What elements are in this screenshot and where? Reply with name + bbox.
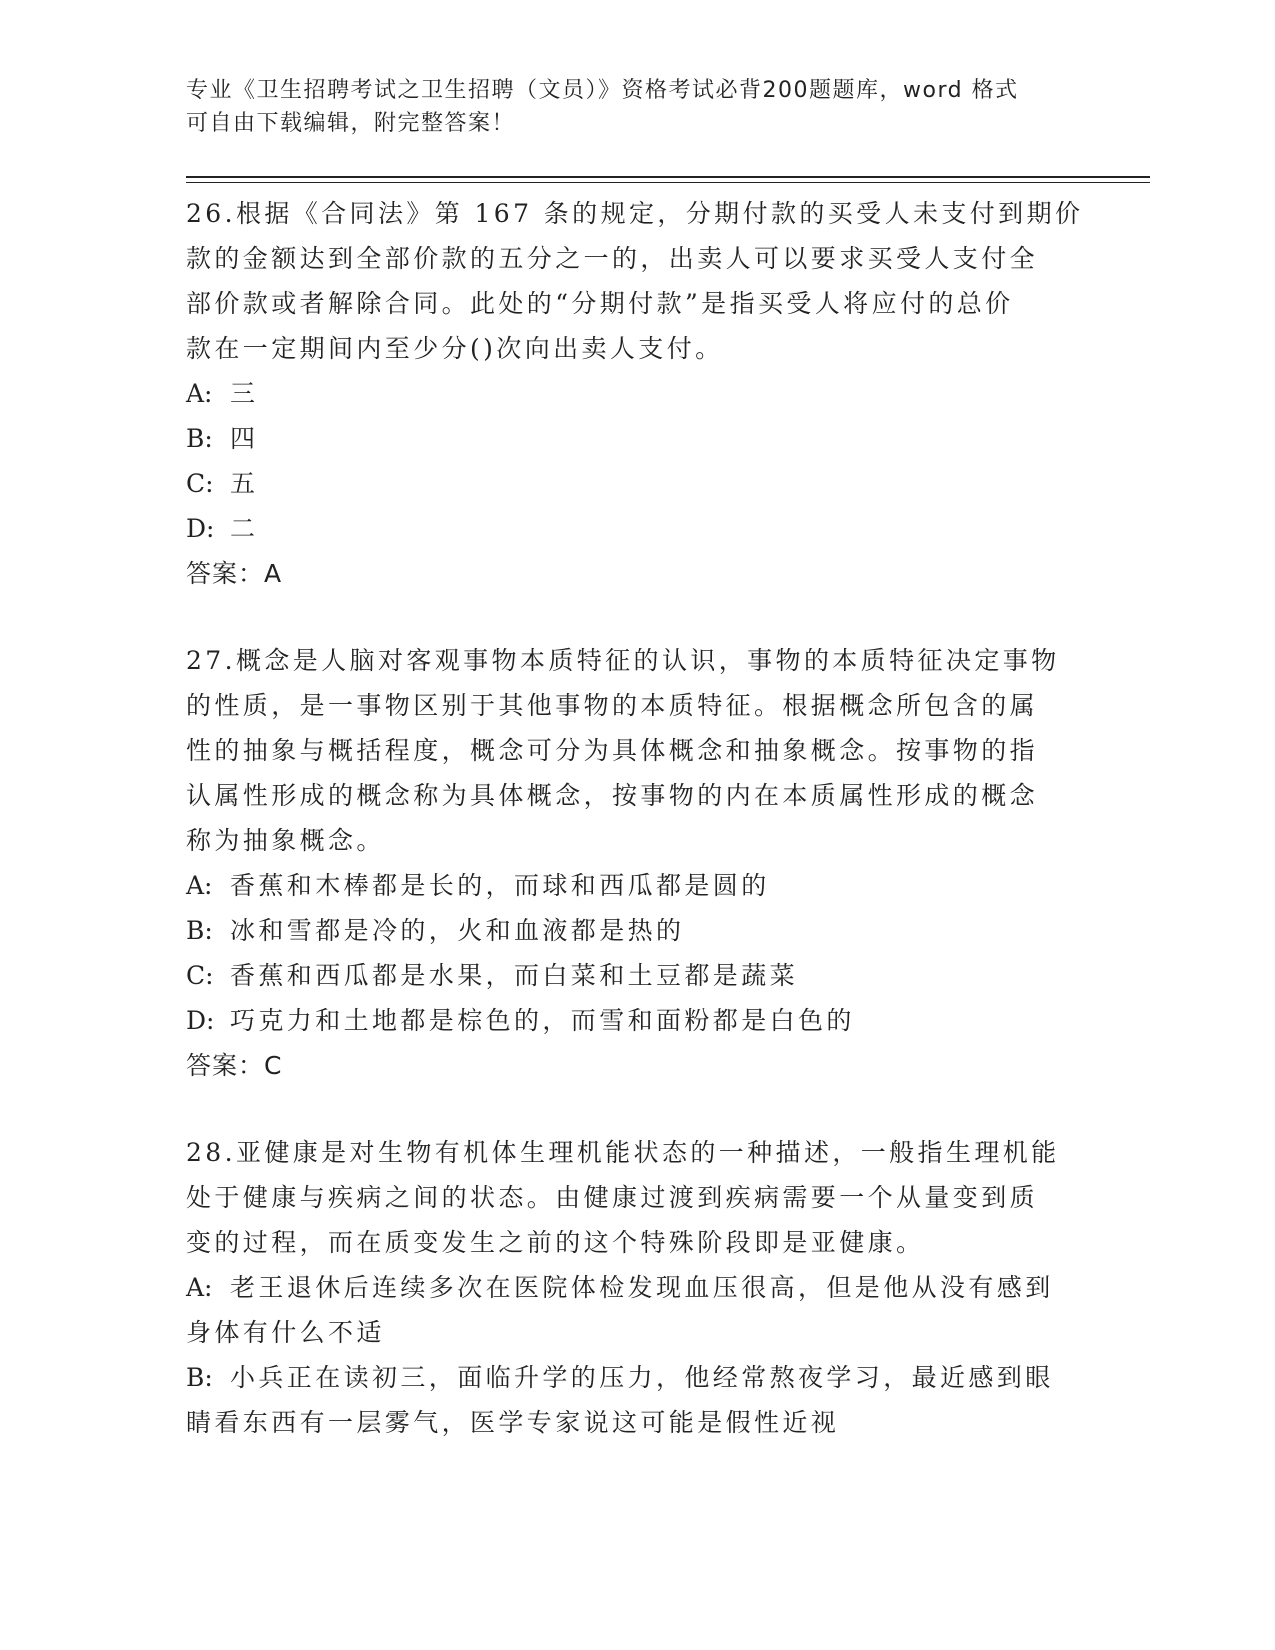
option-text: 三 xyxy=(230,379,259,408)
question-text-line: 28.亚健康是对生物有机体生理机能状态的一种描述，一般指生理机能 xyxy=(186,1138,1060,1167)
answer-line: 答案：A xyxy=(186,559,283,588)
question-text-line: 称为抽象概念。 xyxy=(186,826,385,855)
option-key: D: xyxy=(186,1006,215,1035)
question-spacer xyxy=(186,596,1086,638)
header-line-1: 专业《卫生招聘考试之卫生招聘（文员）》资格考试必背200题题库，word 格式 xyxy=(186,78,1019,103)
question-spacer xyxy=(186,1088,1086,1130)
option-key: D: xyxy=(186,514,215,543)
option-text: 老王退休后连续多次在医院体检发现血压很高，但是他从没有感到 xyxy=(230,1273,1054,1302)
option-b xyxy=(186,1355,1086,1400)
option-key: B: xyxy=(186,1363,213,1392)
question-text-line: 26.根据《合同法》第 167 条的规定，分期付款的买受人未支付到期价 xyxy=(186,199,1084,228)
page-header xyxy=(186,74,1066,140)
option-key: A: xyxy=(186,379,213,408)
question-text-line: 性的抽象与概括程度，概念可分为具体概念和抽象概念。按事物的指 xyxy=(186,736,1039,765)
option-key: B: xyxy=(186,916,213,945)
option-a xyxy=(186,371,1086,416)
question-text-line: 认属性形成的概念称为具体概念，按事物的内在本质属性形成的概念 xyxy=(186,781,1039,810)
option-text: 小兵正在读初三，面临升学的压力，他经常熬夜学习，最近感到眼 xyxy=(230,1363,1054,1392)
question-28 xyxy=(186,1130,1086,1445)
option-text: 四 xyxy=(230,424,259,453)
option-d xyxy=(186,998,1086,1043)
header-line-2: 可自由下载编辑，附完整答案！ xyxy=(186,111,516,136)
option-c xyxy=(186,461,1086,506)
option-d xyxy=(186,506,1086,551)
option-b xyxy=(186,416,1086,461)
question-text-line: 变的过程，而在质变发生之前的这个特殊阶段即是亚健康。 xyxy=(186,1228,925,1257)
option-key: C: xyxy=(186,469,214,498)
option-a xyxy=(186,863,1086,908)
question-26 xyxy=(186,191,1086,596)
question-list xyxy=(186,191,1086,1445)
question-text-line: 款的金额达到全部价款的五分之一的，出卖人可以要求买受人支付全 xyxy=(186,244,1039,273)
option-a-continued: 身体有什么不适 xyxy=(186,1318,385,1347)
question-text-line: 的性质，是一事物区别于其他事物的本质特征。根据概念所包含的属 xyxy=(186,691,1039,720)
option-key: C: xyxy=(186,961,214,990)
option-key: A: xyxy=(186,1273,213,1302)
option-a xyxy=(186,1265,1086,1310)
option-text: 巧克力和土地都是棕色的，而雪和面粉都是白色的 xyxy=(230,1006,855,1035)
question-text-line: 部价款或者解除合同。此处的“分期付款”是指买受人将应付的总价 xyxy=(186,289,1014,318)
option-b-continued: 睛看东西有一层雾气，医学专家说这可能是假性近视 xyxy=(186,1408,840,1437)
header-divider-thin xyxy=(186,182,1150,183)
option-c xyxy=(186,953,1086,998)
option-b xyxy=(186,908,1086,953)
option-text: 五 xyxy=(230,469,259,498)
question-text-line: 27.概念是人脑对客观事物本质特征的认识，事物的本质特征决定事物 xyxy=(186,646,1060,675)
option-text: 香蕉和西瓜都是水果，而白菜和土豆都是蔬菜 xyxy=(230,961,799,990)
option-text: 冰和雪都是冷的，火和血液都是热的 xyxy=(230,916,685,945)
option-key: B: xyxy=(186,424,213,453)
header-divider-thick xyxy=(186,176,1150,178)
answer-line: 答案：C xyxy=(186,1051,283,1080)
question-27 xyxy=(186,638,1086,1088)
question-text-line: 款在一定期间内至少分()次向出卖人支付。 xyxy=(186,334,724,363)
option-text: 香蕉和木棒都是长的，而球和西瓜都是圆的 xyxy=(230,871,770,900)
option-text: 二 xyxy=(230,514,259,543)
option-key: A: xyxy=(186,871,213,900)
question-text-line: 处于健康与疾病之间的状态。由健康过渡到疾病需要一个从量变到质 xyxy=(186,1183,1039,1212)
